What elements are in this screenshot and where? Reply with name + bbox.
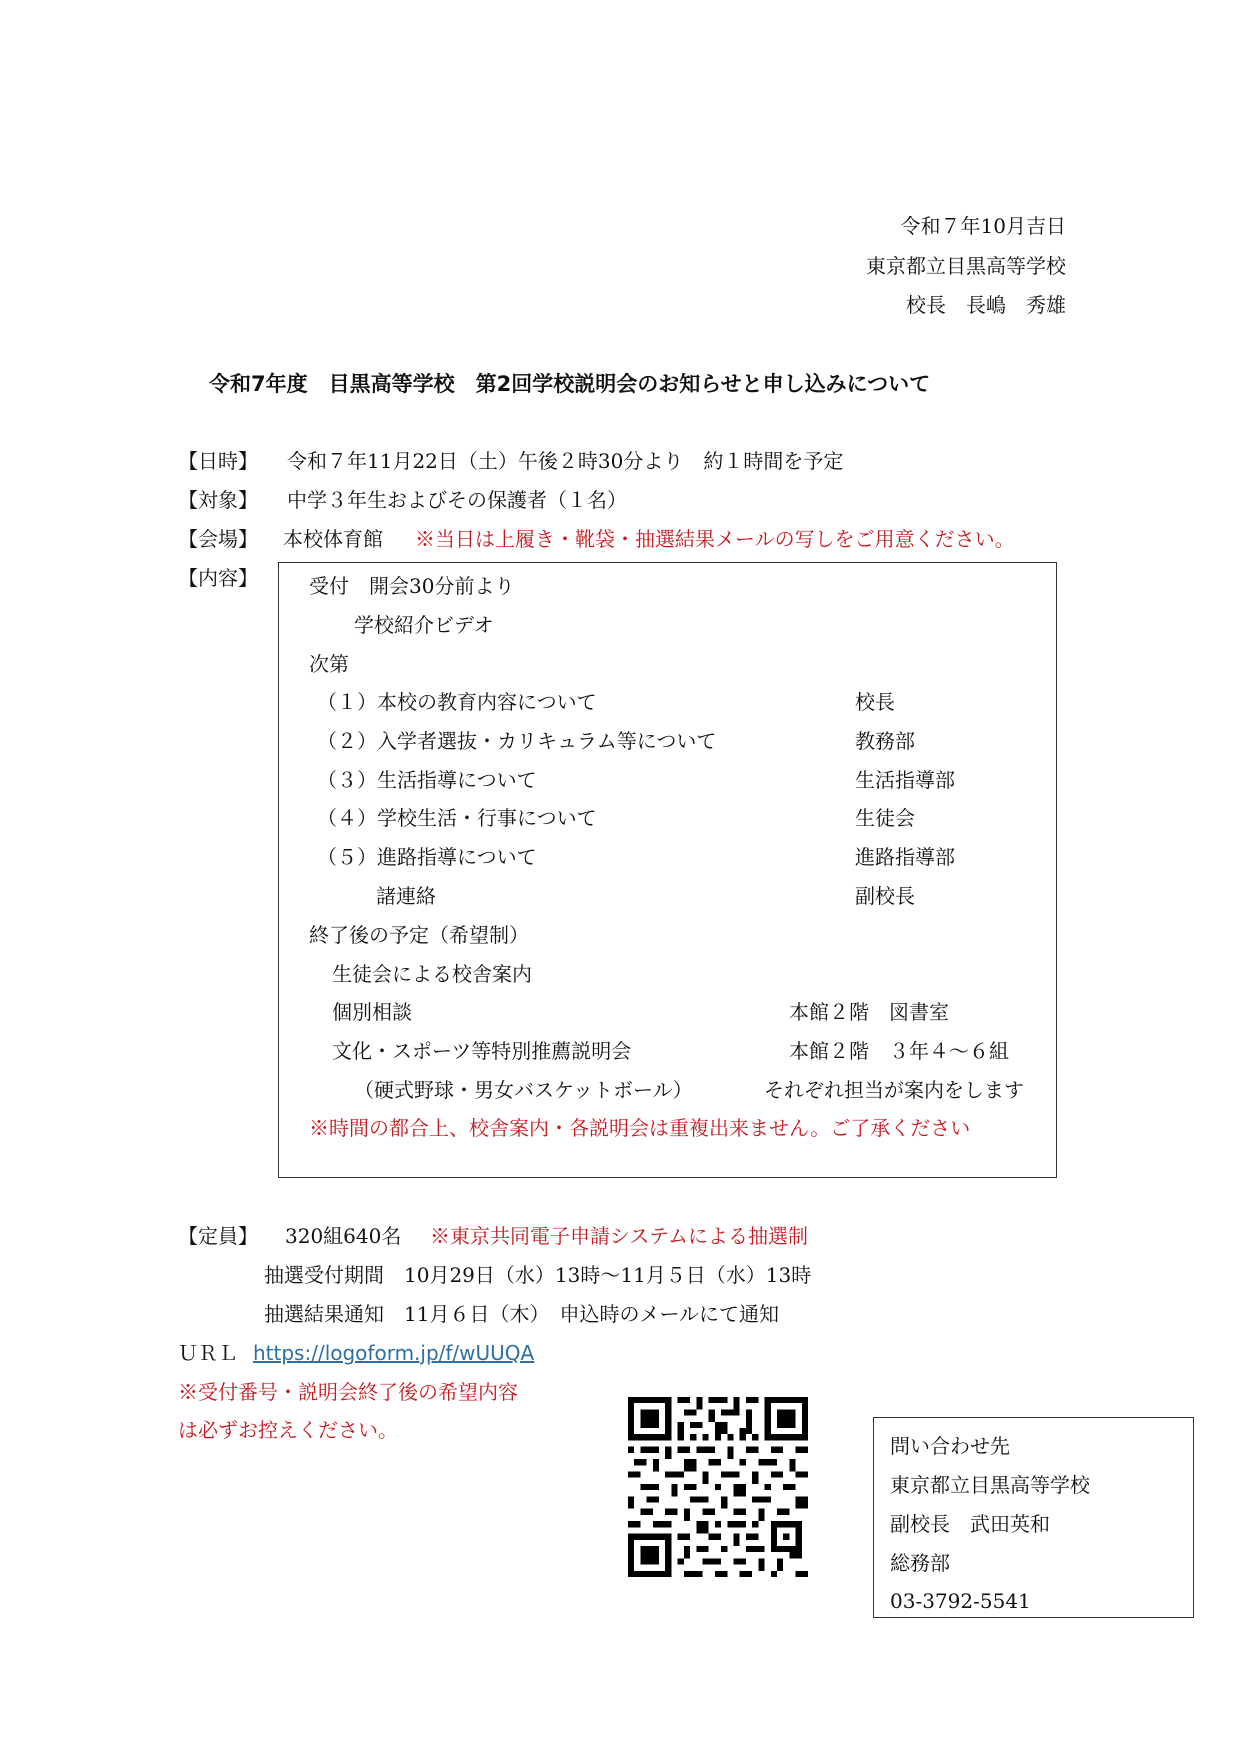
- keep-note-2: は必ずお控えください。: [178, 1418, 398, 1442]
- agenda-item-1: （１）本校の教育内容について: [317, 690, 597, 714]
- sports-detail: （硬式野球・男女バスケットボール）: [354, 1078, 693, 1102]
- principal-name: 校長 長嶋 秀雄: [906, 293, 1066, 317]
- agenda-speaker-2: 教務部: [855, 729, 915, 753]
- agenda-speaker-3: 生活指導部: [855, 768, 955, 792]
- content-label: 【内容】: [178, 566, 258, 590]
- contact-school: 東京都立目黒高等学校: [890, 1473, 1090, 1497]
- agenda-speaker-4: 生徒会: [855, 806, 915, 830]
- after-heading: 終了後の予定（希望制）: [309, 923, 529, 947]
- capacity-label: 【定員】: [178, 1224, 258, 1248]
- agenda-speaker-6: 副校長: [855, 884, 915, 908]
- venue-label: 【会場】: [178, 527, 258, 551]
- tour-text: 生徒会による校舎案内: [332, 962, 532, 986]
- contact-heading: 問い合わせ先: [890, 1434, 1010, 1458]
- contact-phone: 03-3792-5541: [890, 1589, 1031, 1613]
- agenda-item-6: 諸連絡: [376, 884, 436, 908]
- qr-code-icon[interactable]: [628, 1397, 808, 1577]
- agenda-item-3: （３）生活指導について: [317, 768, 537, 792]
- document-title: 令和7年度 目黒高等学校 第2回学校説明会のお知らせと申し込みについて: [209, 372, 931, 396]
- sports-guide: それぞれ担当が案内をします: [764, 1078, 1024, 1102]
- sports-place: 本館２階 ３年４～６組: [789, 1039, 1009, 1063]
- keep-note-1: ※受付番号・説明会終了後の希望内容: [178, 1380, 518, 1404]
- agenda-heading: 次第: [309, 652, 349, 676]
- capacity-note: ※東京共同電子申請システムによる抽選制: [430, 1224, 808, 1248]
- notice-date: 令和７年10月吉日: [900, 214, 1066, 238]
- lottery-result: 抽選結果通知 11月６日（木） 申込時のメールにて通知: [264, 1302, 780, 1326]
- consult-place: 本館２階 図書室: [789, 1000, 949, 1024]
- venue-value: 本校体育館: [283, 527, 383, 551]
- video-text: 学校紹介ビデオ: [354, 613, 494, 637]
- url-label: ＵＲＬ: [178, 1341, 238, 1365]
- contact-person: 副校長 武田英和: [890, 1512, 1050, 1536]
- sports-text: 文化・スポーツ等特別推薦説明会: [332, 1039, 632, 1063]
- content-note: ※時間の都合上、校舎案内・各説明会は重複出来ません。ご了承ください: [309, 1116, 971, 1140]
- contact-dept: 総務部: [890, 1551, 950, 1575]
- application-url-link[interactable]: https://logoform.jp/f/wUUQA: [253, 1341, 535, 1365]
- venue-note: ※当日は上履き・靴袋・抽選結果メールの写しをご用意ください。: [415, 527, 1015, 551]
- reception-text: 受付 開会30分前より: [309, 574, 515, 598]
- agenda-speaker-1: 校長: [855, 690, 895, 714]
- consult-text: 個別相談: [332, 1000, 412, 1024]
- lottery-period: 抽選受付期間 10月29日（水）13時～11月５日（水）13時: [264, 1263, 812, 1287]
- agenda-item-2: （２）入学者選抜・カリキュラム等について: [317, 729, 717, 753]
- target-value: 中学３年生およびその保護者（１名）: [287, 488, 627, 512]
- agenda-item-4: （４）学校生活・行事について: [317, 806, 597, 830]
- school-name: 東京都立目黒高等学校: [866, 254, 1066, 278]
- datetime-label: 【日時】: [178, 449, 258, 473]
- target-label: 【対象】: [178, 488, 258, 512]
- capacity-value: 320組640名: [285, 1224, 402, 1248]
- agenda-speaker-5: 進路指導部: [855, 845, 955, 869]
- agenda-item-5: （５）進路指導について: [317, 845, 537, 869]
- datetime-value: 令和７年11月22日（土）午後２時30分より 約１時間を予定: [287, 449, 844, 473]
